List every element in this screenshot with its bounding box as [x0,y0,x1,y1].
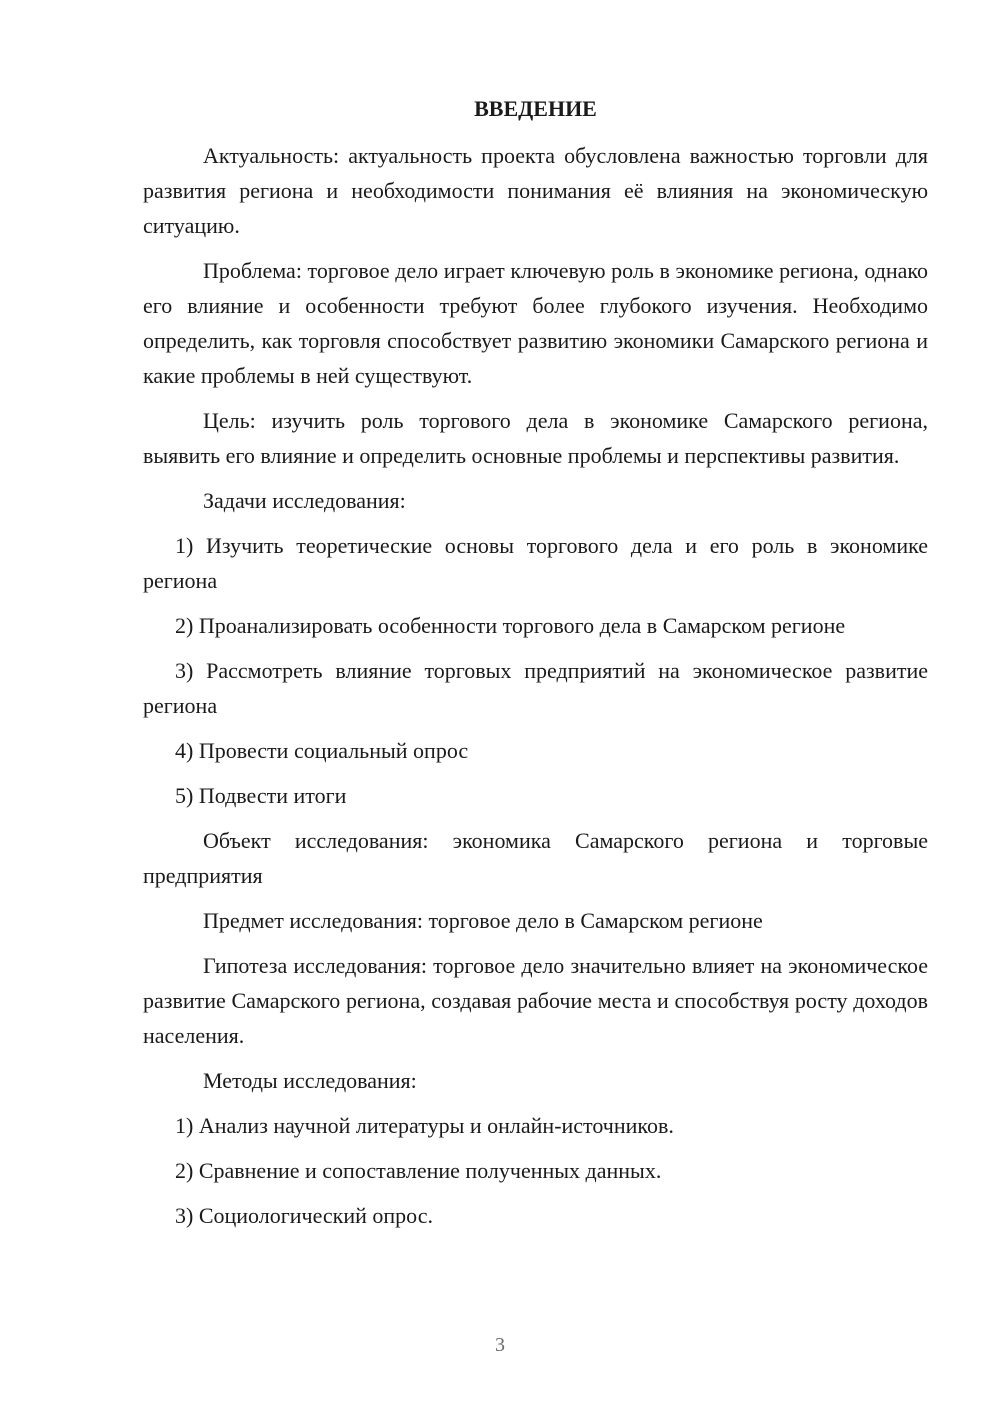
task-item: 4) Провести социальный опрос [175,738,469,763]
object-paragraph: Объект исследования: экономика Самарского региона и торговые предприятия [143,828,928,888]
relevance-paragraph: Актуальность: актуальность проекта обусловлена важностью торговли для развития региона и необходимости понимания её влияния на экономическую ситуацию. [143,143,928,238]
method-item: 3) Социологический опрос. [175,1203,433,1228]
task-item: 2) Проанализировать особенности торгового дела в Самарском регионе [175,613,846,638]
method-item: 1) Анализ научной литературы и онлайн-источников. [175,1113,674,1138]
hypothesis-paragraph: Гипотеза исследования: торговое дело значительно влияет на экономическое развитие Самарского региона, создавая рабочие места и способствуя росту доходов населения. [143,953,928,1048]
methods-heading: Методы исследования: [203,1068,417,1093]
subject-paragraph: Предмет исследования: торговое дело в Самарском регионе [203,908,763,933]
method-item: 2) Сравнение и сопоставление полученных данных. [175,1158,662,1183]
problem-paragraph: Проблема: торговое дело играет ключевую роль в экономике региона, однако его влияние и особенности требуют более глубокого изучения. Необходимо определить, как торговля способствует развитию экономики Самарского региона и какие проблемы в ней существуют. [143,258,928,388]
page-number: 3 [495,1334,505,1356]
task-item: 1) Изучить теоретические основы торгового дела и его роль в экономике региона [143,533,928,593]
document-page [143,94,928,1243]
tasks-heading: Задачи исследования: [203,488,406,513]
task-item: 3) Рассмотреть влияние торговых предприятий на экономическое развитие региона [143,658,928,718]
section-title: ВВЕДЕНИЕ [474,96,597,121]
task-item: 5) Подвести итоги [175,783,347,808]
goal-paragraph: Цель: изучить роль торгового дела в экономике Самарского региона, выявить его влияние и определить основные проблемы и перспективы развития. [143,408,928,468]
